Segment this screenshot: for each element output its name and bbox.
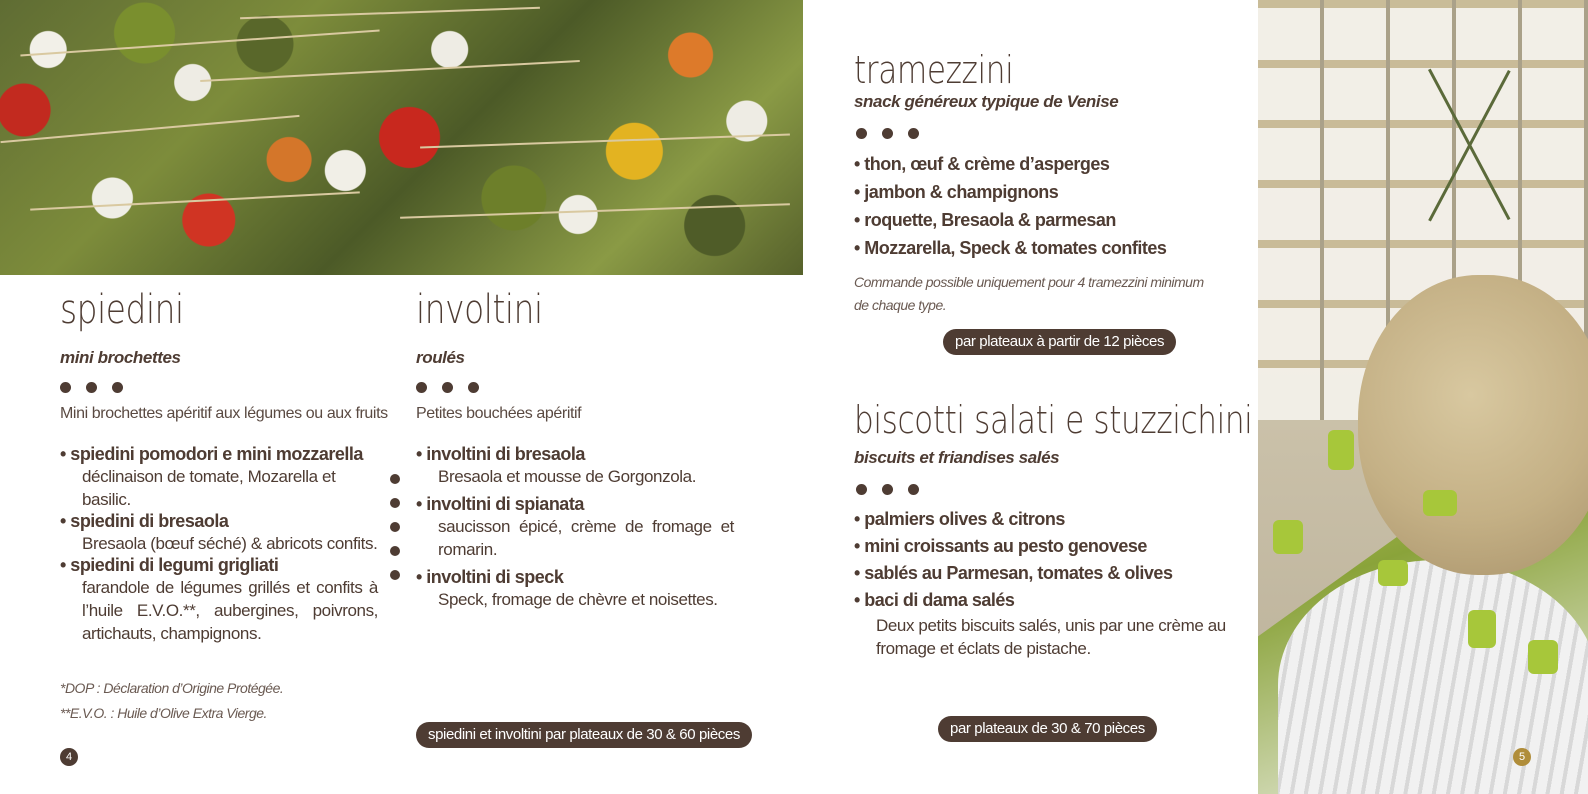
skewers-photo — [0, 0, 803, 275]
spiedini-intro: Mini brochettes apéritif aux légumes ou aux fruits — [60, 405, 388, 422]
tramezzini-note-line2: de chaque type. — [854, 297, 947, 313]
biscotti-item-desc: Deux petits biscuits salés, unis par une crème au fromage et éclats de pistache. — [876, 616, 1226, 658]
tramezzini-item: • thon, œuf & crème d’asperges — [854, 154, 1110, 174]
biscotti-list — [854, 506, 1244, 660]
involtini-item-desc: Bresaola et mousse de Gorgonzola. — [438, 467, 697, 486]
page-number-left: 4 — [60, 748, 78, 766]
tramezzini-item: • Mozzarella, Speck & tomates confites — [854, 238, 1167, 258]
tramezzini-item: • roquette, Bresaola & parmesan — [854, 210, 1116, 230]
biscotti-title: biscotti salati e stuzzichini — [854, 398, 1253, 442]
biscotti-item: • mini croissants au pesto genovese — [854, 536, 1147, 556]
biscotti-item: • palmiers olives & citrons — [854, 509, 1065, 529]
tramezzini-note-line1: Commande possible uniquement pour 4 tramezzini minimum — [854, 274, 1204, 290]
spiedini-dots — [60, 382, 123, 393]
tramezzini-item: • jambon & champignons — [854, 182, 1059, 202]
footnote-evo: **E.V.O. : Huile d’Olive Extra Vierge. — [60, 705, 267, 721]
spiedini-item-desc: Bresaola (bœuf séché) & abricots confits. — [82, 534, 378, 553]
involtini-item-name: • involtini di spianata — [416, 494, 584, 514]
page-number-right: 5 — [1513, 748, 1531, 766]
biscotti-item: • sablés au Parmesan, tomates & olives — [854, 563, 1173, 583]
involtini-item-desc: saucisson épicé, crème de fromage et romarin. — [438, 517, 734, 559]
spiedini-list — [60, 444, 378, 645]
biscotti-subtitle: biscuits et friandises salés — [854, 448, 1060, 467]
biscotti-dots — [856, 484, 919, 495]
spiedini-title: spiedini — [60, 287, 184, 333]
tramezzini-pill: par plateaux à partir de 12 pièces — [943, 329, 1176, 355]
spiedini-item-name: • spiedini pomodori e mini mozzarella — [60, 444, 363, 464]
footnote-dop: *DOP : Déclaration d’Origine Protégée. — [60, 680, 284, 696]
involtini-subtitle: roulés — [416, 348, 465, 367]
involtini-item-desc: Speck, fromage de chèvre et noisettes. — [438, 590, 718, 609]
involtini-title: involtini — [416, 287, 543, 333]
tramezzini-title: tramezzini — [854, 48, 1014, 92]
spiedini-subtitle: mini brochettes — [60, 348, 181, 367]
spiedini-item-desc: déclinaison de tomate, Mozarella et basilic. — [82, 467, 336, 509]
spiedini-item-name: • spiedini di legumi grigliati — [60, 555, 279, 575]
tramezzini-subtitle: snack généreux typique de Venise — [854, 92, 1119, 111]
column-separator — [390, 474, 400, 580]
tramezzini-dots — [856, 128, 919, 139]
involtini-list — [416, 444, 734, 611]
involtini-dots — [416, 382, 479, 393]
involtini-item-name: • involtini di bresaola — [416, 444, 585, 464]
tramezzini-list — [854, 150, 1166, 262]
spiedini-item-desc: farandole de légumes grillés et confits à l’huile E.V.O.**, aubergines, poivrons, artichauts, champignons. — [82, 578, 378, 643]
tramezzini-biscuit-photo — [1258, 0, 1588, 794]
spiedini-item-name: • spiedini di bresaola — [60, 511, 229, 531]
involtini-item-name: • involtini di speck — [416, 567, 564, 587]
spiedini-involtini-pill: spiedini et involtini par plateaux de 30 & 60 pièces — [416, 722, 752, 748]
biscotti-pill: par plateaux de 30 & 70 pièces — [938, 716, 1157, 742]
biscotti-item: • baci di dama salés — [854, 590, 1015, 610]
involtini-intro: Petites bouchées apéritif — [416, 405, 582, 422]
